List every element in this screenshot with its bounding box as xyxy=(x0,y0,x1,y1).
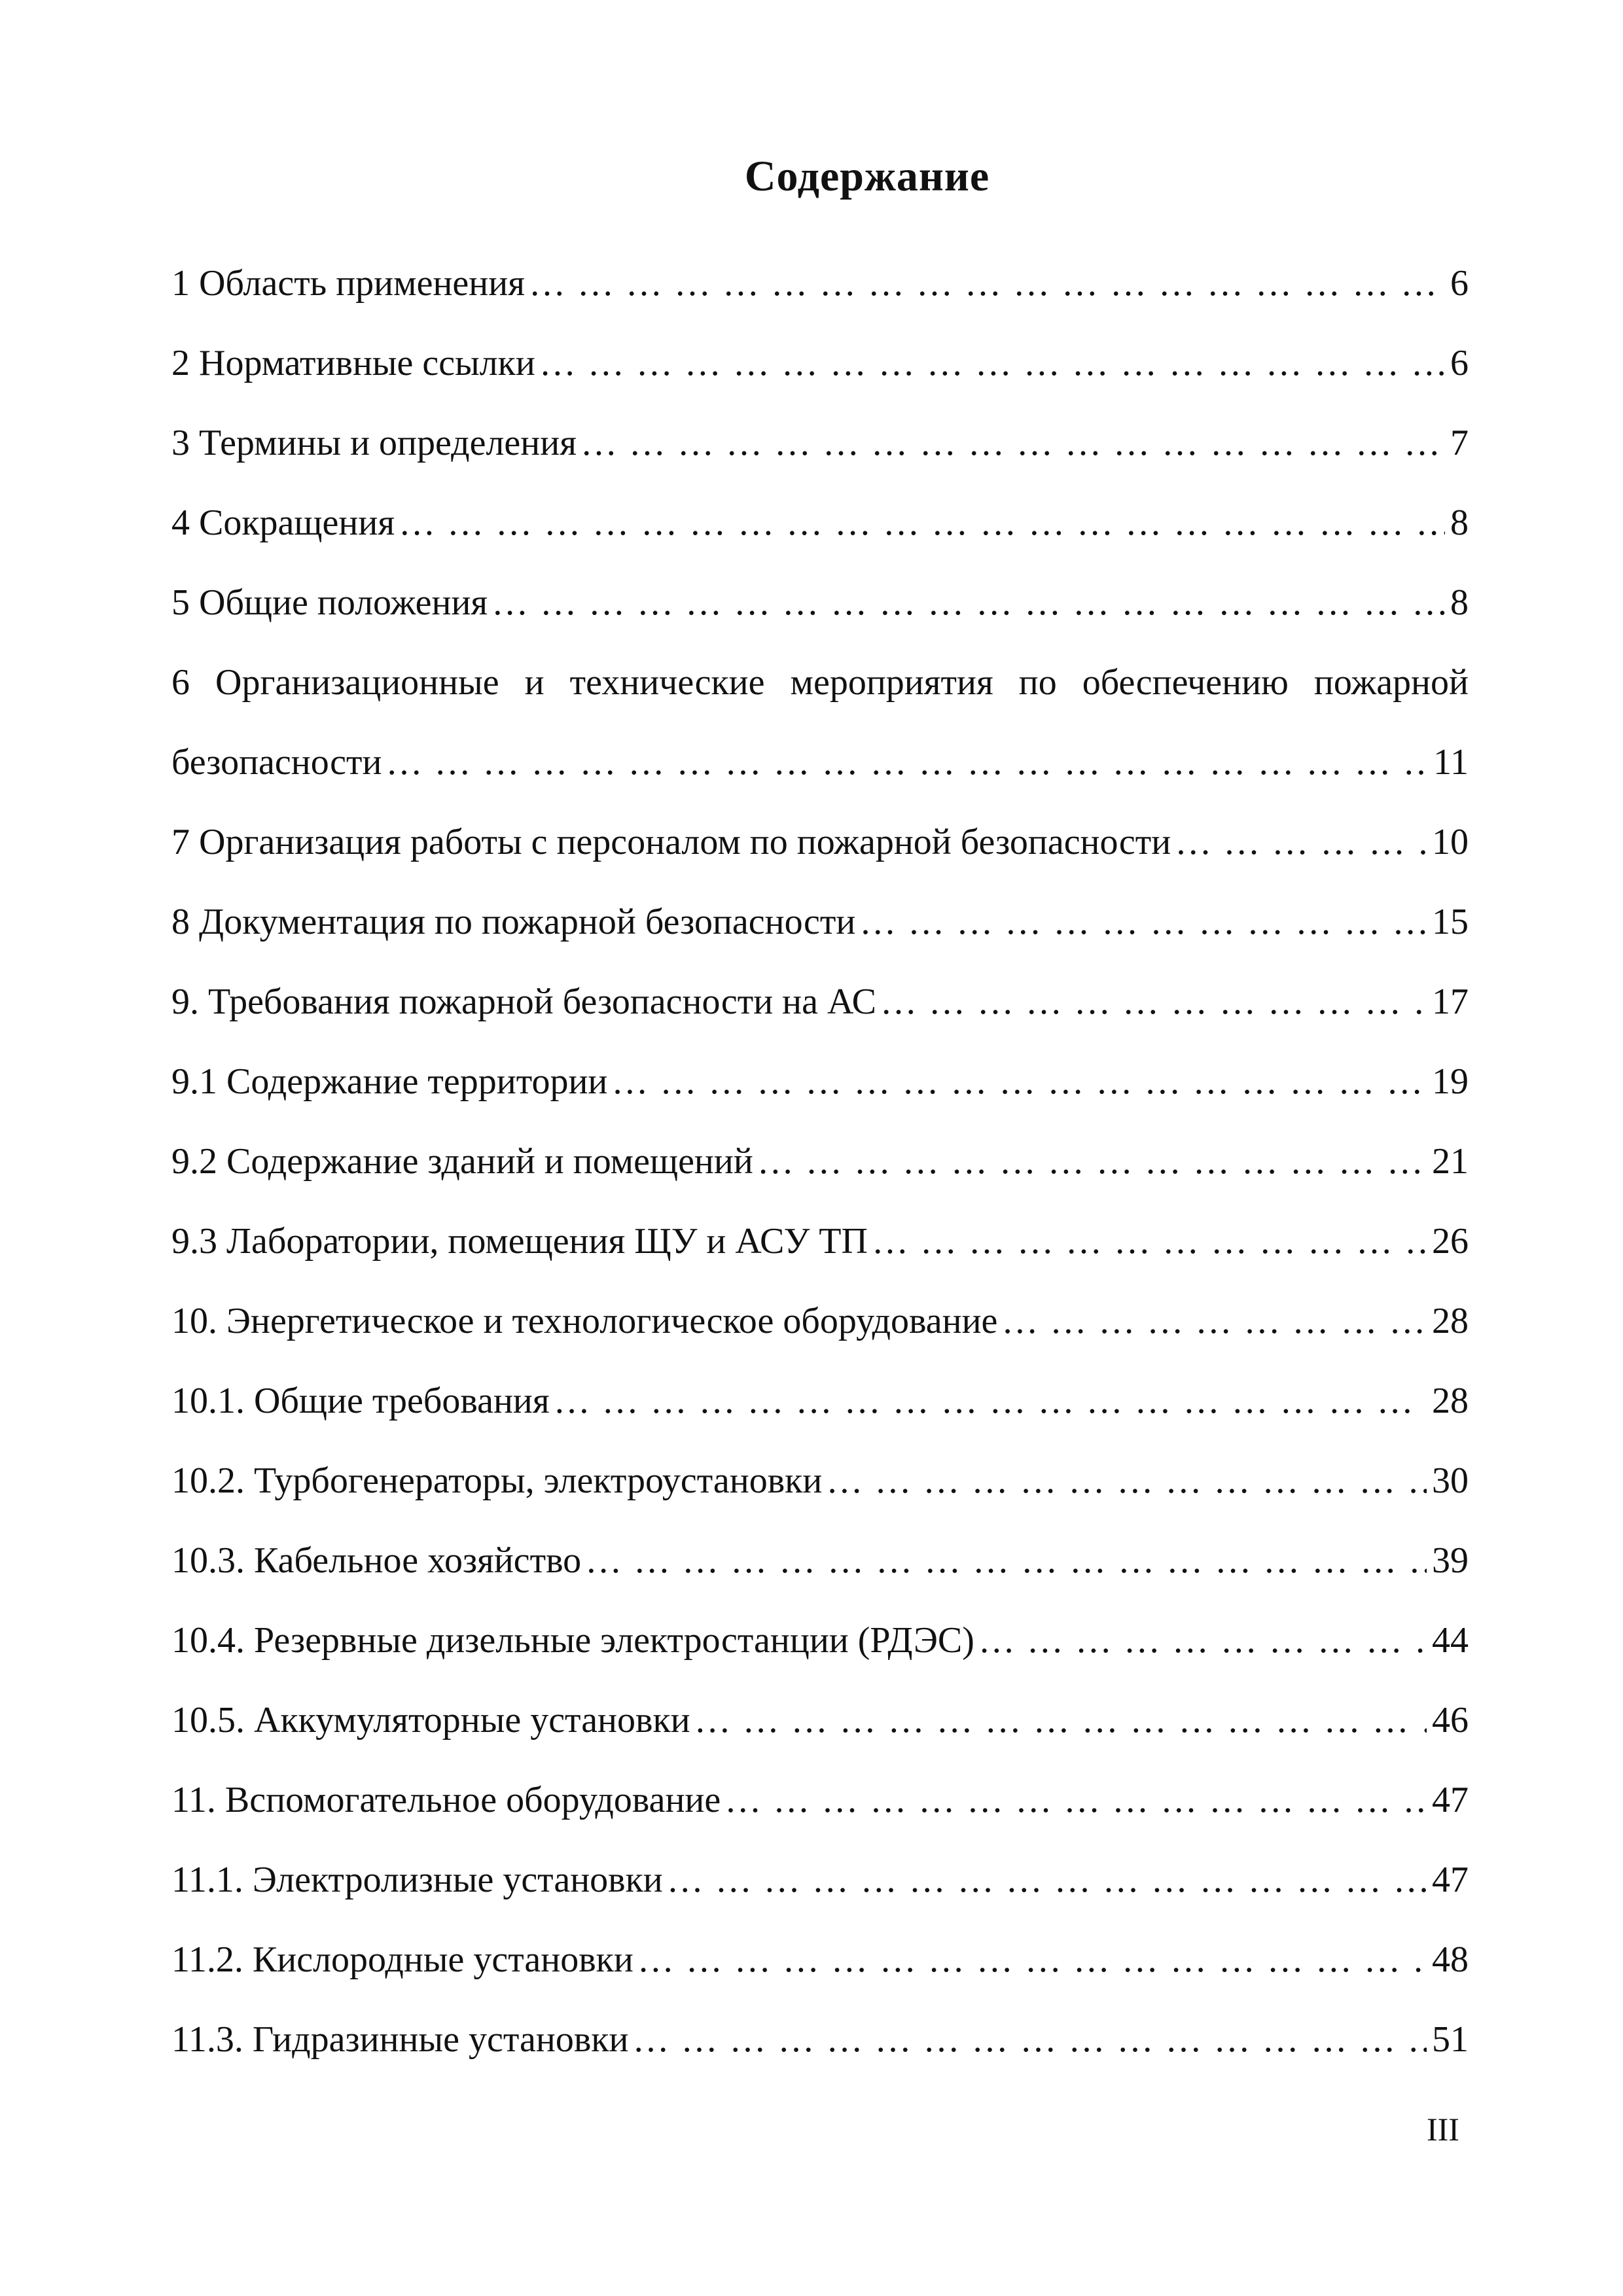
toc-entry-page: 26 xyxy=(1432,1221,1469,1262)
dot-leader xyxy=(724,1760,1427,1840)
toc-entry-label: 10.3. Кабельное хозяйство xyxy=(171,1540,582,1581)
toc-entry-page: 21 xyxy=(1432,1141,1469,1182)
toc-entry xyxy=(171,962,1469,1042)
dot-leader xyxy=(757,1122,1427,1201)
toc-entry-label: 2 Нормативные ссылки xyxy=(171,343,535,383)
toc-entry-label: 1 Область применения xyxy=(171,263,525,304)
toc-entry-page: 28 xyxy=(1432,1301,1469,1341)
toc-entry-continuation xyxy=(171,722,1469,802)
toc-entry xyxy=(171,483,1469,563)
toc-entry-label: 4 Сокращения xyxy=(171,503,395,543)
toc-entry xyxy=(171,1521,1469,1600)
dot-leader xyxy=(1175,802,1427,882)
toc-entry xyxy=(171,1281,1469,1361)
toc-entry-label: 9.3 Лаборатории, помещения ЩУ и АСУ ТП xyxy=(171,1221,868,1262)
toc-entry-label: 10.2. Турбогенераторы, электроустановки xyxy=(171,1460,823,1501)
toc-entry xyxy=(171,1441,1469,1521)
toc-entry-page: 6 xyxy=(1450,263,1469,304)
toc-entry-label: 11.3. Гидразинные установки xyxy=(171,2019,629,2060)
toc-entry-label: 8 Документация по пожарной безопасности xyxy=(171,902,856,942)
toc-entry xyxy=(171,1840,1469,1920)
toc-entry xyxy=(171,643,1469,802)
toc-entry-label: 10.4. Резервные дизельные электростанции (РДЭС) xyxy=(171,1620,974,1661)
dot-leader xyxy=(872,1201,1427,1281)
dot-leader xyxy=(399,483,1445,563)
dot-leader xyxy=(978,1600,1427,1680)
toc-entry xyxy=(171,802,1469,882)
toc-entry-label: 10.1. Общие требования xyxy=(171,1381,550,1421)
dot-leader xyxy=(554,1361,1427,1441)
toc-entry-page: 47 xyxy=(1432,1860,1469,1900)
toc-entry-page: 7 xyxy=(1450,423,1469,463)
toc-entry-page: 30 xyxy=(1432,1460,1469,1501)
toc-entry-label: 9.1 Содержание территории xyxy=(171,1061,608,1102)
toc-entry-page: 46 xyxy=(1432,1700,1469,1740)
toc-entry-label: 6 Организационные и технические мероприятия по обеспечению пожарной xyxy=(171,662,1469,703)
toc-entry-label: 9.2 Содержание зданий и помещений xyxy=(171,1141,753,1182)
dot-leader xyxy=(385,722,1428,802)
toc-entry-label: 7 Организация работы с персоналом по пожарной безопасности xyxy=(171,822,1171,862)
dot-leader xyxy=(491,563,1445,643)
toc-entry xyxy=(171,1920,1469,2000)
dot-leader xyxy=(539,323,1445,403)
toc-entry-page: 44 xyxy=(1432,1620,1469,1661)
dot-leader xyxy=(637,1920,1427,2000)
toc-entry-page: 51 xyxy=(1432,2019,1469,2060)
toc-entry xyxy=(171,1760,1469,1840)
dot-leader xyxy=(667,1840,1427,1920)
toc-entry xyxy=(171,1042,1469,1122)
toc-entry-page: 19 xyxy=(1432,1061,1469,1102)
toc-entry-page: 47 xyxy=(1432,1780,1469,1820)
dot-leader xyxy=(1001,1281,1427,1361)
dot-leader xyxy=(585,1521,1427,1600)
toc-entry-page: 17 xyxy=(1432,981,1469,1022)
dot-leader xyxy=(694,1680,1427,1760)
toc-entry-label: 3 Термины и определения xyxy=(171,423,577,463)
toc-entry-page: 15 xyxy=(1432,902,1469,942)
toc-entry-label: 11.2. Кислородные установки xyxy=(171,1939,633,1980)
toc-entry-page: 8 xyxy=(1450,503,1469,543)
toc-entry-page: 28 xyxy=(1432,1381,1469,1421)
toc-entry xyxy=(171,882,1469,962)
toc-entry-label: 9. Требования пожарной безопасности на АС xyxy=(171,981,876,1022)
page-number: III xyxy=(1427,2111,1459,2147)
toc-entry-label: 11. Вспомогательное оборудование xyxy=(171,1780,721,1820)
table-of-contents xyxy=(171,243,1469,2079)
toc-entry xyxy=(171,1680,1469,1760)
toc-entry xyxy=(171,243,1469,323)
toc-entry-page: 8 xyxy=(1450,582,1469,623)
toc-entry-page: 6 xyxy=(1450,343,1469,383)
toc-entry xyxy=(171,403,1469,483)
dot-leader xyxy=(859,882,1427,962)
page-title: Содержание xyxy=(744,152,990,200)
toc-entry-page: 11 xyxy=(1433,742,1469,783)
toc-entry xyxy=(171,1361,1469,1441)
dot-leader xyxy=(529,243,1445,323)
toc-entry xyxy=(171,2000,1469,2079)
toc-entry xyxy=(171,563,1469,643)
toc-entry-page: 10 xyxy=(1432,822,1469,862)
toc-entry-page: 48 xyxy=(1432,1939,1469,1980)
toc-entry-label: 10.5. Аккумуляторные установки xyxy=(171,1700,690,1740)
toc-entry xyxy=(171,1600,1469,1680)
dot-leader xyxy=(580,403,1445,483)
dot-leader xyxy=(826,1441,1427,1521)
dot-leader xyxy=(880,962,1427,1042)
toc-entry-page: 39 xyxy=(1432,1540,1469,1581)
toc-entry-label-continued: безопасности xyxy=(171,742,382,783)
toc-entry-label: 11.1. Электролизные установки xyxy=(171,1860,663,1900)
dot-leader xyxy=(611,1042,1427,1122)
toc-entry-label: 10. Энергетическое и технологическое оборудование xyxy=(171,1301,998,1341)
dot-leader xyxy=(632,2000,1427,2079)
toc-entry xyxy=(171,323,1469,403)
toc-entry xyxy=(171,1122,1469,1201)
toc-entry-label: 5 Общие положения xyxy=(171,582,488,623)
toc-entry xyxy=(171,1201,1469,1281)
